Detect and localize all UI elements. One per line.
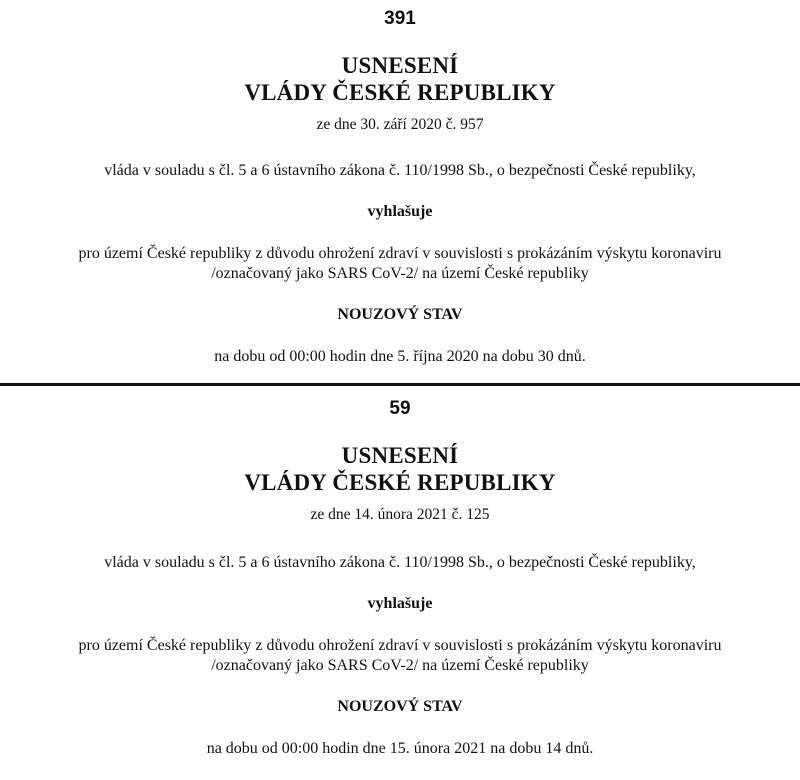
resolution-title-line2: VLÁDY ČESKÉ REPUBLIKY xyxy=(244,470,556,495)
resolution-preamble: vláda v souladu s čl. 5 a 6 ústavního zákona č. 110/1998 Sb., o bezpečnosti České republiky, xyxy=(104,162,696,179)
resolution-title-line2: VLÁDY ČESKÉ REPUBLIKY xyxy=(244,80,556,105)
resolution-reason-line2: /označovaný jako SARS CoV-2/ na území České republiky xyxy=(211,657,589,674)
resolution-reason-line1: pro území České republiky z důvodu ohrožení zdraví v souvislosti s prokázáním výskytu koronaviru xyxy=(78,637,722,654)
section-divider xyxy=(0,383,800,386)
resolution-declares: vyhlašuje xyxy=(367,203,433,220)
resolution-preamble: vláda v souladu s čl. 5 a 6 ústavního zákona č. 110/1998 Sb., o bezpečnosti České republiky, xyxy=(104,554,696,571)
resolution-number: 391 xyxy=(384,8,416,29)
resolution-title-line1: USNESENÍ xyxy=(341,53,459,78)
resolution-state: NOUZOVÝ STAV xyxy=(337,698,463,715)
resolution-number: 59 xyxy=(389,398,411,419)
resolution-duration: na dobu od 00:00 hodin dne 5. října 2020 na dobu 30 dnů. xyxy=(214,348,586,365)
resolution-title-line1: USNESENÍ xyxy=(341,443,459,468)
resolution-state: NOUZOVÝ STAV xyxy=(337,306,463,323)
resolution-date: ze dne 14. února 2021 č. 125 xyxy=(310,506,490,523)
resolution-reason-line2: /označovaný jako SARS CoV-2/ na území České republiky xyxy=(211,265,589,282)
resolution-reason-line1: pro území České republiky z důvodu ohrožení zdraví v souvislosti s prokázáním výskytu koronaviru xyxy=(78,245,722,262)
resolution-date: ze dne 30. září 2020 č. 957 xyxy=(316,116,484,133)
resolution-declares: vyhlašuje xyxy=(367,595,433,612)
resolution-duration: na dobu od 00:00 hodin dne 15. února 2021 na dobu 14 dnů. xyxy=(206,740,594,757)
